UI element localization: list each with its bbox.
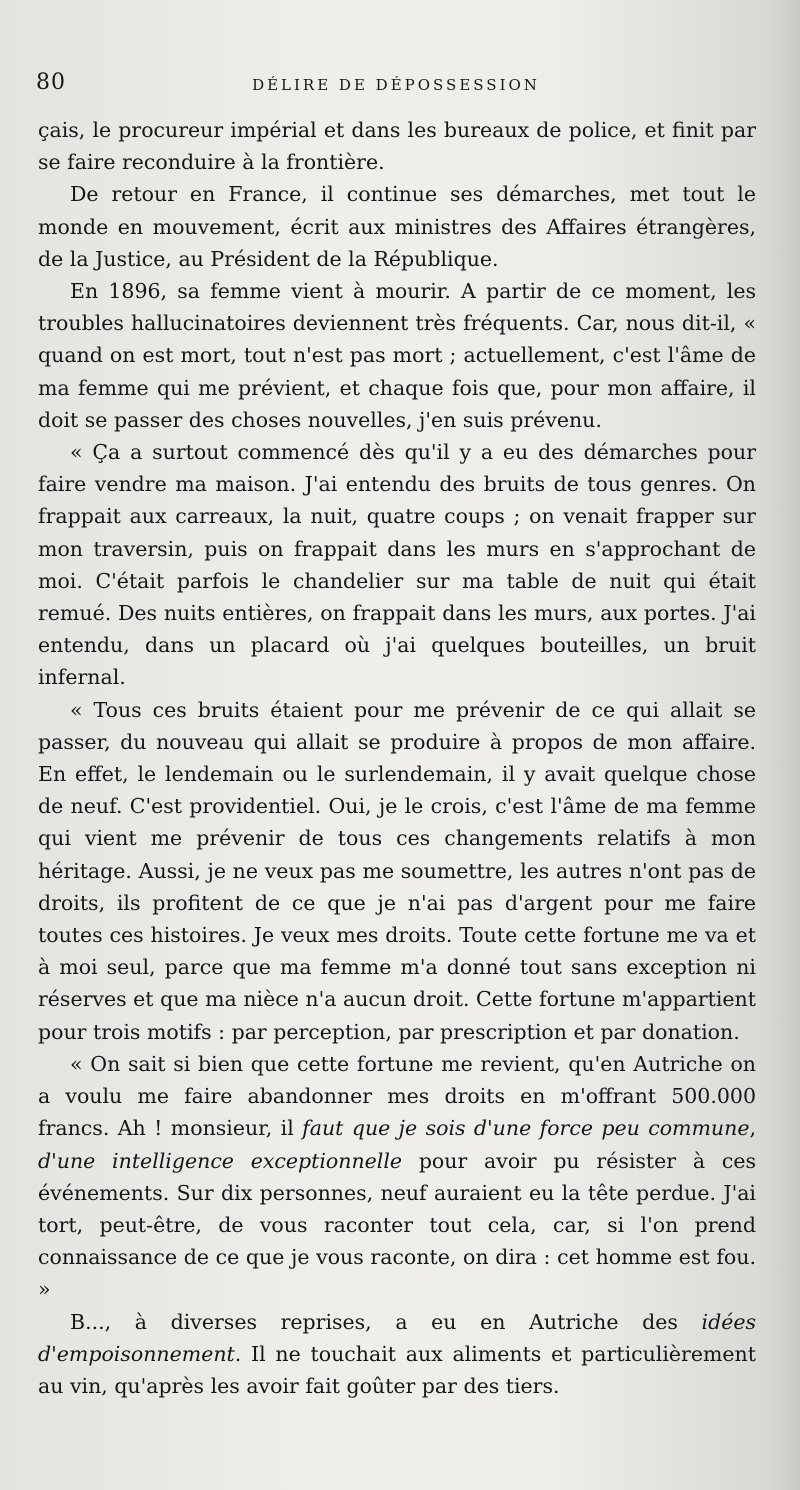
paragraph-6-italic-a: faut que je sois d'une force peu commune — [302, 1116, 750, 1141]
page-number: 80 — [36, 70, 66, 95]
paragraph-5: « Tous ces bruits étaient pour me prévenir de ce qui allait se passer, du nouveau qui allait se produire à propos de mon affaire. En effet, le lendemain ou le surlendemain, il y avait quelque chose de neuf. C'est providentiel. Oui, je le crois, c'est l'âme de ma femme qui vient me prévenir de tous ces changements relatifs à mon héritage. Aussi, je ne veux pas me soumettre, les autres n'ont pas de droits, ils profitent de ce que je n'ai pas d'argent pour me faire toutes ces histoires. Je veux mes droits. Toute cette fortune me va et à moi seul, parce que ma femme m'a donné tout sans exception ni réserves et que ma nièce n'a aucun droit. Cette fortune m'appartient pour trois motifs : par perception, par prescription et par donation. — [38, 697, 756, 1044]
paragraph-3: En 1896, sa femme vient à mourir. A partir de ce moment, les troubles hallucinatoires deviennent très fréquents. Car, nous dit-il, « quand on est mort, tout n'est pas mort ; actuellement, c'est l'âme de ma femme qui me prévient, et chaque fois que, pour mon affaire, il doit se passer des choses nouvelles, j'en suis prévenu. — [38, 279, 756, 432]
paragraph-7-text-a: B..., à diverses reprises, a eu en Autriche des — [70, 1309, 702, 1334]
paragraph-6-italic-b: d'une intelligence exceptionnelle — [38, 1148, 403, 1173]
paragraph-6-text-a: « On sait si bien que cette fortune me revient, qu'en Autriche on a voulu me faire abandonner mes droits en m'offrant 500.000 francs. Ah ! monsieur, il — [38, 1051, 756, 1141]
paragraph-7 — [38, 1306, 756, 1403]
paragraph-7-text-b: . Il ne touchait aux aliments et particulièrement au vin, qu'après les avoir fait goûter par des tiers. — [38, 1341, 756, 1398]
paragraph-6-text-b: , — [749, 1116, 756, 1141]
paragraph-6-text-c: pour avoir pu résister à ces événements. Sur dix personnes, neuf auraient eu la tête perdue. J'ai tort, peut-être, de vous raconter tout cela, car, si l'on prend connaissance de ce que je vous raconte, on dira : cet homme est fou. » — [38, 1148, 756, 1302]
paragraph-1: çais, le procureur impérial et dans les bureaux de police, et finit par se faire reconduire à la frontière. — [38, 118, 756, 175]
paragraph-2: De retour en France, il continue ses démarches, met tout le monde en mouvement, écrit aux ministres des Affaires étrangères, de la Justice, au Président de la République. — [38, 182, 756, 271]
body-text — [38, 114, 756, 1402]
paragraph-6 — [38, 1048, 756, 1306]
paragraph-4: « Ça a surtout commencé dès qu'il y a eu des démarches pour faire vendre ma maison. J'ai entendu des bruits de tous genres. On frappait aux carreaux, la nuit, quatre coups ; on venait frapper sur mon traversin, puis on frappait dans les murs en s'approchant de moi. C'était parfois le chandelier sur ma table de nuit qui était remué. Des nuits entières, on frappait dans les murs, aux portes. J'ai entendu, dans un placard où j'ai quelques bouteilles, un bruit infernal. — [38, 440, 756, 690]
paragraph-7-italic: idées d'empoisonnement — [38, 1309, 756, 1366]
page-header — [36, 70, 756, 104]
running-title: DÉLIRE DE DÉPOSSESSION — [252, 76, 540, 94]
